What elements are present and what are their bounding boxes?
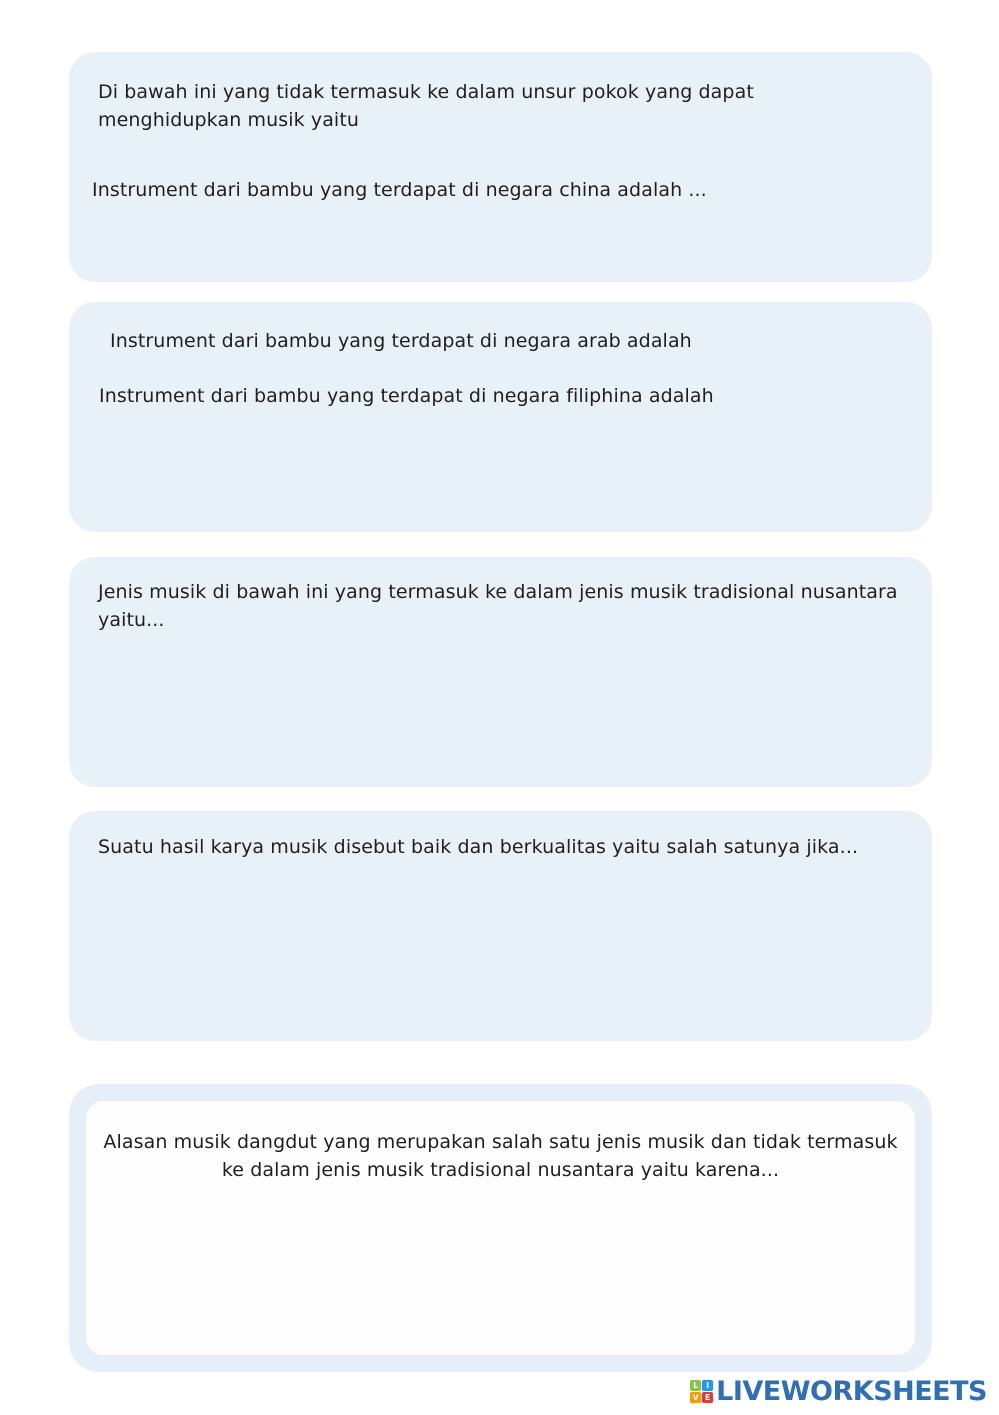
logo-mark-letter: L: [690, 1380, 701, 1391]
logo-text: LIVEWORKSHEETS: [716, 1375, 987, 1407]
question-6: Suatu hasil karya musik disebut baik dan berkualitas yaitu salah satunya jika...: [98, 836, 859, 858]
question-3: Instrument dari bambu yang terdapat di negara arab adalah: [110, 330, 692, 352]
liveworksheets-logo: [690, 1375, 987, 1407]
question-card-3: [69, 557, 932, 787]
question-2: Instrument dari bambu yang terdapat di negara china adalah ...: [92, 179, 707, 201]
question-7: Alasan musik dangdut yang merupakan salah satu jenis musik dan tidak termasuk ke dalam jenis musik tradisional nusantara yaitu karena...: [103, 1131, 898, 1181]
question-card-1: [69, 52, 932, 282]
question-4: Instrument dari bambu yang terdapat di negara filiphina adalah: [99, 385, 714, 407]
question-5: Jenis musik di bawah ini yang termasuk ke dalam jenis musik tradisional nusantara yaitu...: [98, 581, 898, 631]
logo-mark-icon: [690, 1380, 713, 1403]
question-card-5: [69, 1084, 932, 1372]
logo-mark-letter: I: [702, 1380, 713, 1391]
question-card-4: [69, 811, 932, 1041]
question-card-2: [69, 302, 932, 532]
logo-mark-letter: E: [702, 1392, 713, 1403]
logo-mark-letter: V: [690, 1392, 701, 1403]
answer-box: [86, 1101, 915, 1355]
question-1: Di bawah ini yang tidak termasuk ke dalam unsur pokok yang dapat menghidupkan musik yaitu: [98, 81, 754, 131]
